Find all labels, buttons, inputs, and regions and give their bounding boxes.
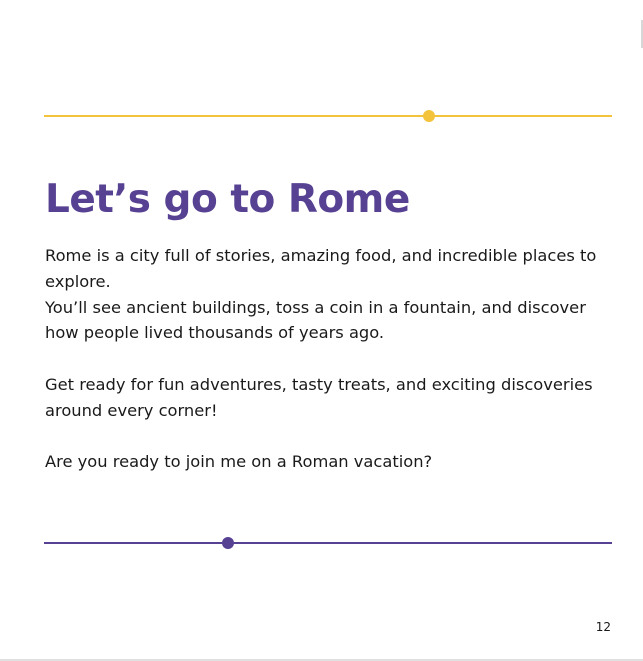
body-text	[45, 243, 605, 475]
paragraph-sights: You’ll see ancient buildings, toss a coin in a fountain, and discover how people lived thousands of years ago.	[45, 297, 586, 343]
bottom-divider	[44, 537, 612, 549]
bottom-divider-dot	[222, 537, 234, 549]
paragraph-intro: Rome is a city full of stories, amazing food, and incredible places to explore.	[45, 246, 597, 291]
paragraph-gap	[45, 424, 605, 450]
paragraph-gap	[45, 346, 605, 372]
paragraph-question: Are you ready to join me on a Roman vacation?	[45, 452, 433, 472]
top-divider-line	[44, 115, 612, 117]
top-divider-dot	[423, 110, 435, 122]
paragraph-adventures: Get ready for fun adventures, tasty treats, and exciting discoveries around every corner!	[45, 374, 593, 420]
top-divider	[44, 110, 612, 122]
page-number: 12	[595, 620, 611, 634]
bottom-divider-line	[44, 542, 612, 544]
page-title: Let’s go to Rome	[45, 177, 410, 222]
